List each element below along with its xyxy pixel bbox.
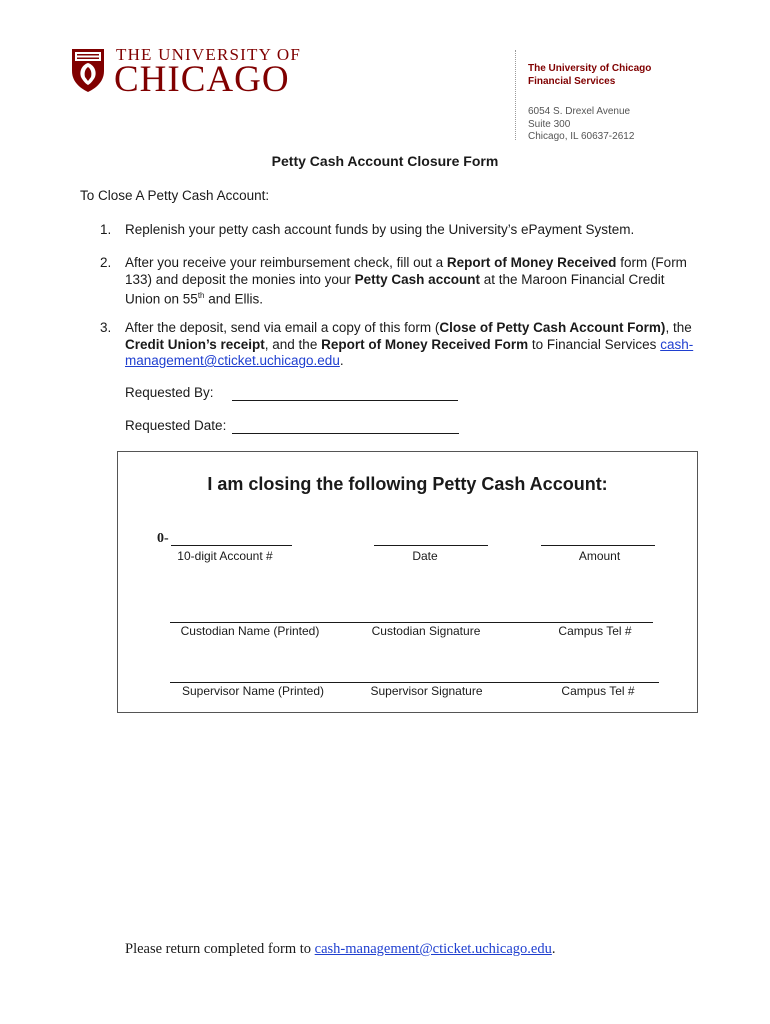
- requested-date-field[interactable]: [232, 419, 459, 434]
- university-shield-icon: [70, 47, 106, 93]
- supervisor-name-label: Supervisor Name (Printed): [181, 684, 325, 698]
- university-name-line2: CHICAGO: [114, 59, 290, 100]
- account-number-field[interactable]: [171, 545, 292, 546]
- account-prefix: 0-: [157, 531, 169, 546]
- form-title: Petty Cash Account Closure Form: [271, 153, 499, 169]
- date-field[interactable]: [374, 545, 488, 546]
- department-name: The University of Chicago Financial Services: [528, 63, 652, 87]
- footer-return-note: Please return completed form to cash-management@cticket.uchicago.edu.: [125, 941, 556, 957]
- email-link[interactable]: cash-management@cticket.uchicago.edu: [125, 336, 694, 368]
- form-intro: To Close A Petty Cash Account:: [80, 188, 270, 203]
- requested-date-label: Requested Date:: [125, 418, 227, 433]
- department-address: 6054 S. Drexel Avenue Suite 300 Chicago, IL 60637-2612: [528, 106, 635, 142]
- supervisor-tel-label: Campus Tel #: [561, 684, 635, 698]
- requested-by-label: Requested By:: [125, 385, 214, 400]
- custodian-signature-label: Custodian Signature: [371, 624, 481, 638]
- amount-label: Amount: [578, 549, 621, 563]
- custodian-name-label: Custodian Name (Printed): [180, 624, 320, 638]
- date-label: Date: [412, 549, 438, 563]
- footer-email-link[interactable]: cash-management@cticket.uchicago.edu: [314, 941, 552, 957]
- requested-by-field[interactable]: [232, 386, 458, 401]
- custodian-signature-line[interactable]: [170, 622, 653, 623]
- supervisor-signature-line[interactable]: [170, 682, 659, 683]
- header-divider: [515, 50, 516, 140]
- account-number-label: 10-digit Account #: [177, 549, 273, 563]
- amount-field[interactable]: [541, 545, 655, 546]
- closing-box-title: I am closing the following Petty Cash Account:: [207, 474, 608, 494]
- supervisor-signature-label: Supervisor Signature: [370, 684, 483, 698]
- university-name-line1: THE UNIVERSITY OF: [116, 45, 302, 64]
- custodian-tel-label: Campus Tel #: [558, 624, 632, 638]
